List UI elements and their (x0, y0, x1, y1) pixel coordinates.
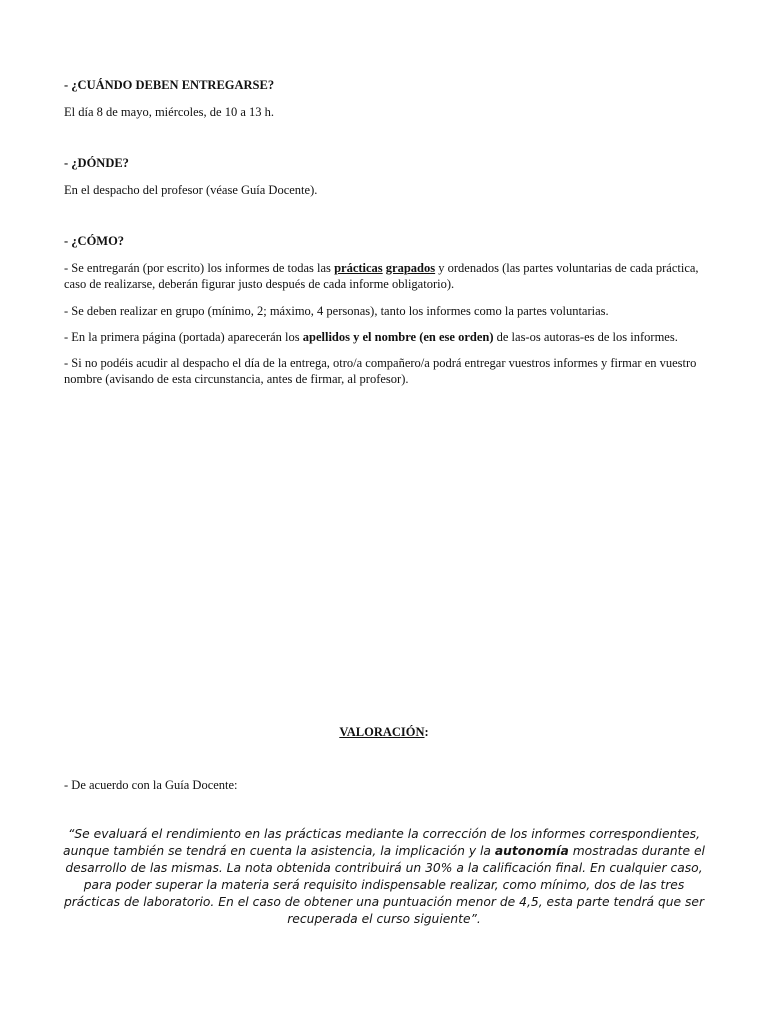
como-item-1-grapados: grapados (385, 261, 436, 275)
text-cuando: El día 8 de mayo, miércoles, de 10 a 13 h. (64, 105, 275, 119)
heading-cuando: - ¿CUÁNDO DEBEN ENTREGARSE? (64, 78, 275, 92)
heading-donde: - ¿DÓNDE? (64, 156, 129, 170)
quote-autonomia: autonomía (494, 844, 569, 858)
valoracion-title (0, 725, 768, 740)
como-item-1-e: y ordenados (las partes voluntarias de cada práctica, caso de realizarse, deberán figurar justo después de cada informe obligatorio). (64, 261, 699, 291)
valoracion-intro: - De acuerdo con la Guía Docente: (64, 778, 238, 792)
valoracion-title-label: VALORACIÓN (339, 725, 425, 739)
como-item-2: - Se deben realizar en grupo (mínimo, 2; máximo, 4 personas), tanto los informes como la partes voluntarias. (64, 304, 609, 318)
como-item-1-practicas: prácticas (334, 261, 383, 275)
como-item-3 (64, 329, 704, 345)
heading-como: - ¿CÓMO? (64, 234, 125, 248)
como-item-3-apellidos: apellidos y el nombre (en ese orden) (302, 330, 494, 344)
como-item-1-a: - Se entregarán (por escrito) los informes de todas las (64, 261, 335, 275)
como-item-1 (64, 260, 704, 292)
text-donde: En el despacho del profesor (véase Guía Docente). (64, 183, 318, 197)
como-item-3-c: de las-os autoras-es de los informes. (493, 330, 678, 344)
como-item-3-a: - En la primera página (portada) aparecerán los (64, 330, 303, 344)
quote-part-a: “Se evaluará el rendimiento en las prácticas mediante la corrección de los informes correspondientes, aunque también se tendrá en cuenta la asistencia, la implicación y la (63, 827, 701, 858)
como-item-4: - Si no podéis acudir al despacho el día de la entrega, otro/a compañero/a podrá entregar vuestros informes y firmar en vuestro nombre (avisando de esta circunstancia, antes de firmar, al profesor). (64, 356, 697, 386)
valoracion-title-colon: : (424, 725, 429, 739)
guia-docente-quote (60, 826, 708, 928)
quote-part-c: mostradas durante el desarrollo de las mismas. La nota obtenida contribuirá un 30% a la calificación final. En cualquier caso, para poder superar la materia será requisito indispensable realizar, como mínimo, dos de las tres prácticas de laboratorio. En el caso de obtener una puntuación menor de 4,5, esta parte tendrá que ser recuperada el curso siguiente”. (63, 844, 705, 926)
